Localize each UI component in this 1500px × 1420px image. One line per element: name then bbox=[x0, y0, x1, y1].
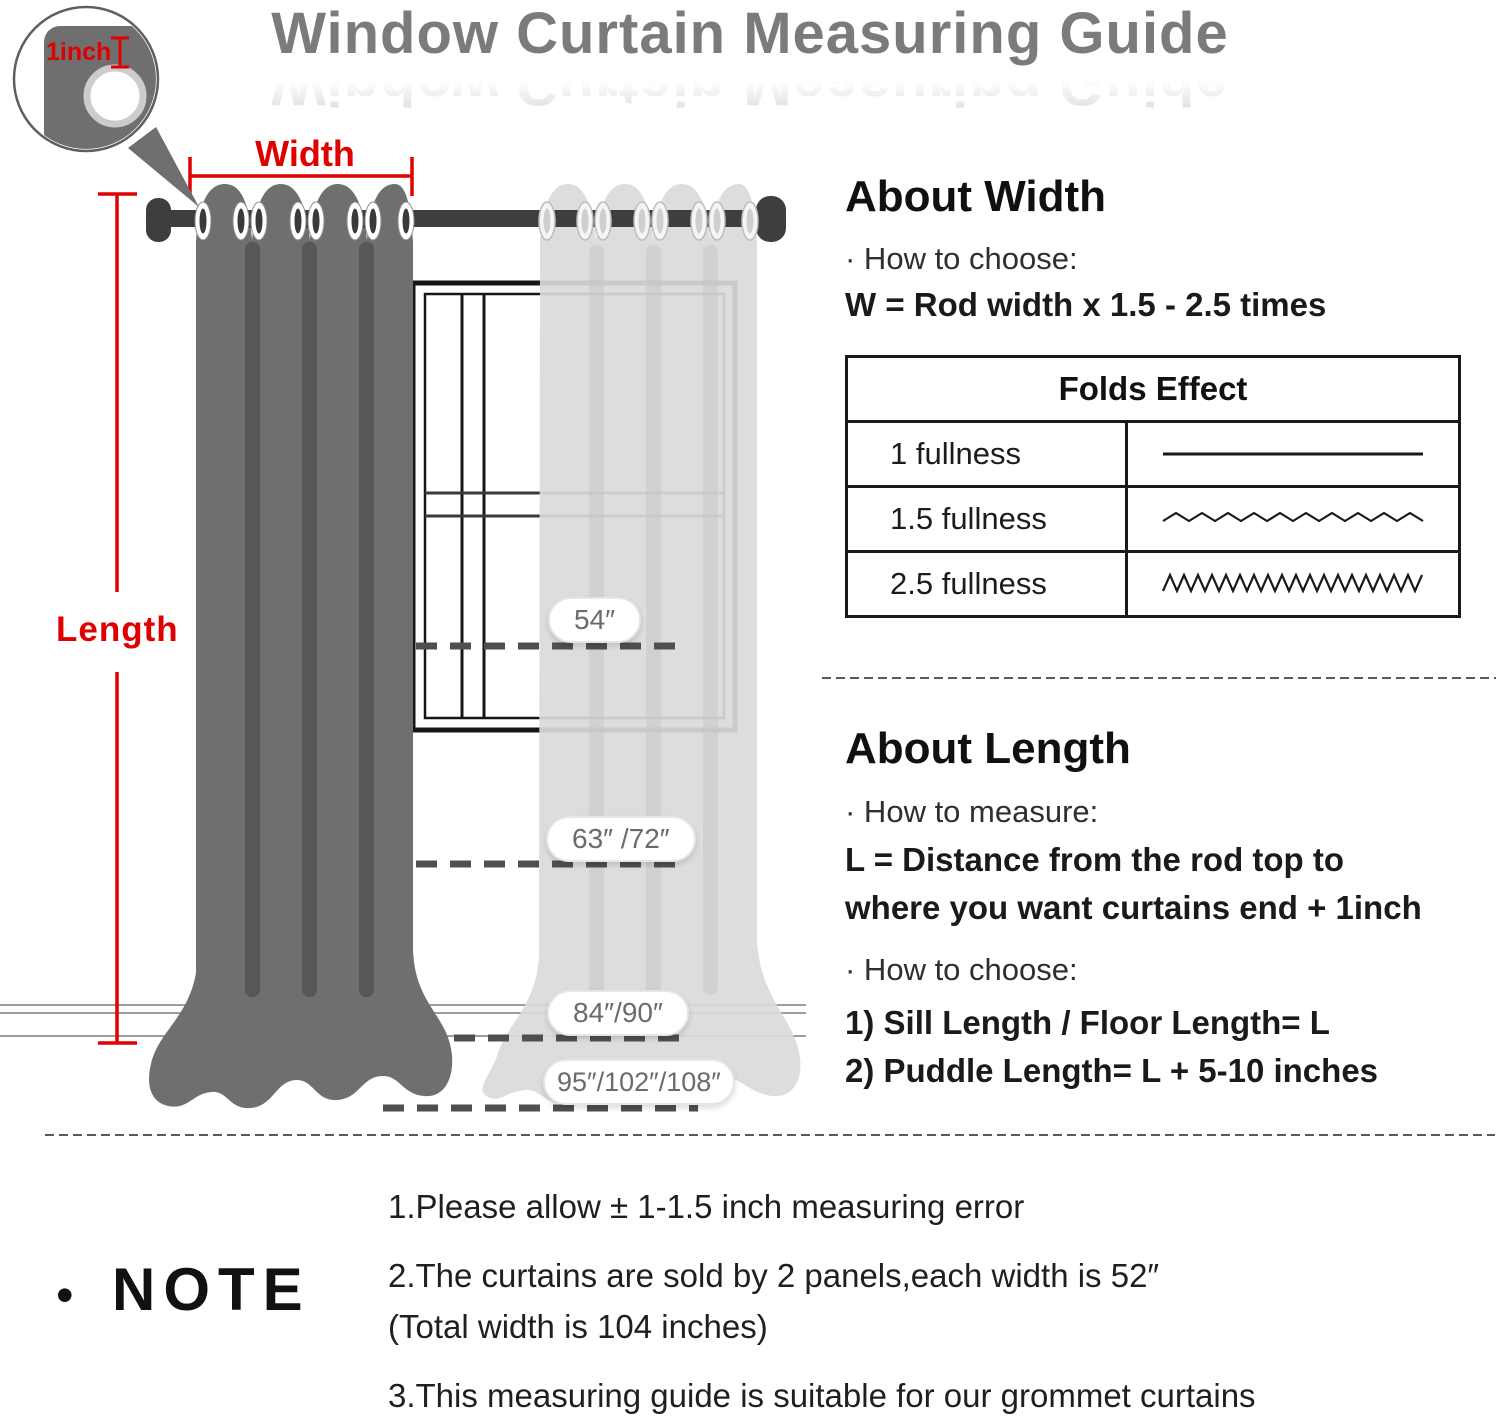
fullness-label: 1.5 fullness bbox=[848, 488, 1128, 550]
rod-finial-right bbox=[756, 196, 786, 242]
curtain-diagram-illustration bbox=[0, 0, 840, 1160]
fullness-label: 2.5 fullness bbox=[848, 553, 1128, 615]
size-pill-54: 54″ bbox=[548, 597, 641, 643]
size-pill-63-72: 63″ /72″ bbox=[546, 816, 696, 862]
note-heading: NOTE bbox=[112, 1256, 311, 1323]
folds-table-header: Folds Effect bbox=[848, 358, 1458, 423]
about-width-heading: About Width bbox=[845, 172, 1107, 221]
width-label: Width bbox=[255, 133, 355, 174]
table-row bbox=[848, 488, 1458, 553]
width-how-to-choose: · How to choose: bbox=[845, 241, 1078, 276]
rod-finial-left bbox=[146, 198, 171, 242]
folds-effect-table bbox=[845, 355, 1461, 618]
one-inch-label: 1inch bbox=[46, 38, 112, 66]
note-bullet-icon: • bbox=[56, 1267, 74, 1323]
straight-line-icon bbox=[1128, 423, 1458, 485]
dark-curtain-panel bbox=[149, 184, 452, 1108]
length-formula-line2: where you want curtains end + 1inch bbox=[845, 889, 1422, 926]
note-item-2b: (Total width is 104 inches) bbox=[388, 1308, 768, 1345]
dense-zigzag-icon bbox=[1128, 553, 1458, 615]
table-row bbox=[848, 423, 1458, 488]
note-divider bbox=[45, 1134, 1495, 1136]
grommet-ring-detail bbox=[87, 68, 143, 124]
page-title: Window Curtain Measuring Guide bbox=[271, 1, 1229, 66]
length-choice-1: 1) Sill Length / Floor Length= L bbox=[845, 1004, 1330, 1041]
about-length-heading: About Length bbox=[845, 724, 1131, 773]
loose-zigzag-icon bbox=[1128, 488, 1458, 550]
note-item-1: 1.Please allow ± 1-1.5 inch measuring error bbox=[388, 1188, 1025, 1225]
table-row bbox=[848, 553, 1458, 615]
length-how-to-choose: · How to choose: bbox=[845, 952, 1078, 987]
length-choice-2: 2) Puddle Length= L + 5-10 inches bbox=[845, 1052, 1379, 1089]
length-label: Length bbox=[56, 610, 179, 649]
note-item-3: 3.This measuring guide is suitable for our grommet curtains bbox=[388, 1377, 1256, 1414]
size-pill-95-102-108: 95″/102″/108″ bbox=[543, 1059, 735, 1105]
section-divider bbox=[822, 677, 1496, 679]
note-item-2: 2.The curtains are sold by 2 panels,each width is 52″ bbox=[388, 1257, 1160, 1294]
size-pill-84-90: 84″/90″ bbox=[547, 990, 689, 1036]
fullness-label: 1 fullness bbox=[848, 423, 1128, 485]
length-formula-line1: L = Distance from the rod top to bbox=[845, 841, 1345, 878]
width-formula: W = Rod width x 1.5 - 2.5 times bbox=[845, 286, 1327, 323]
length-how-to-measure: · How to measure: bbox=[845, 794, 1099, 829]
